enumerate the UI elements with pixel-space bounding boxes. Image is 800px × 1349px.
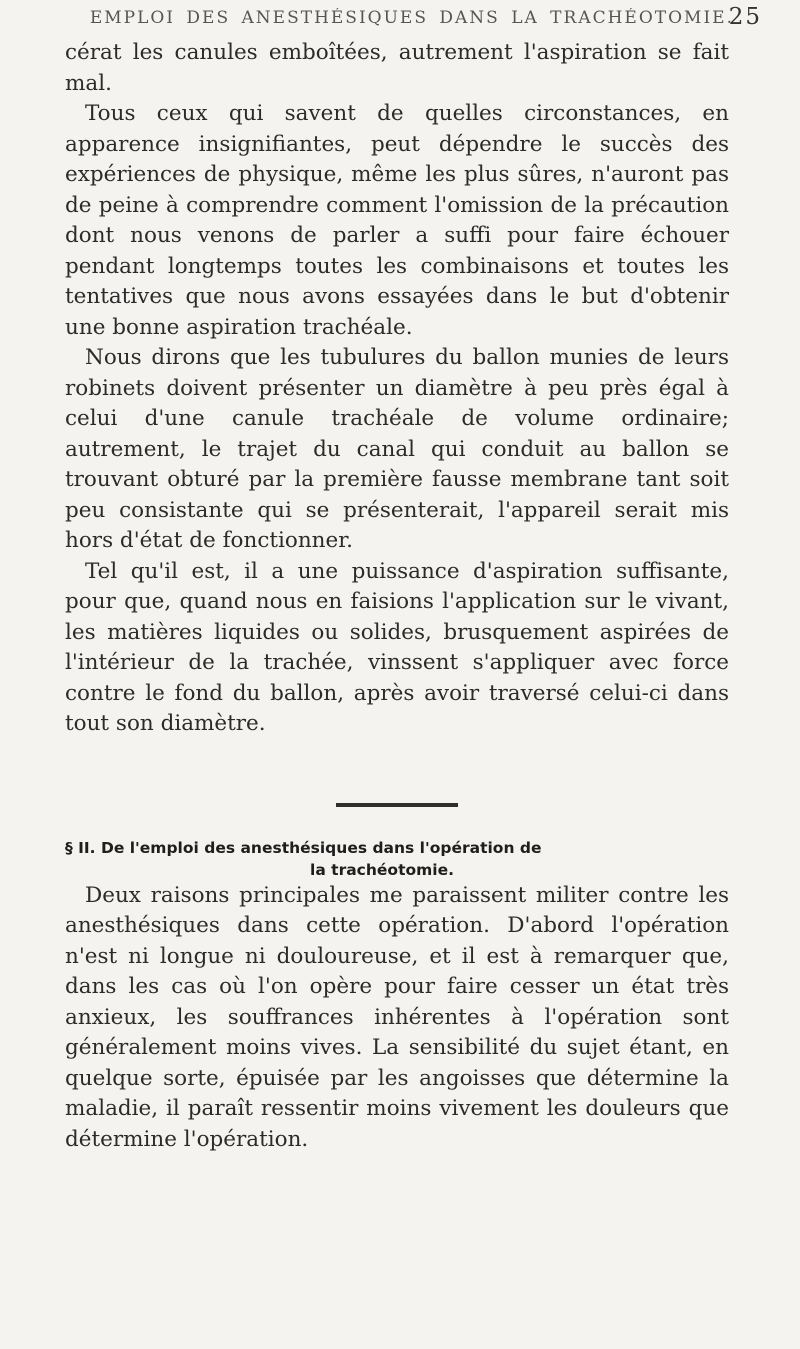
section-heading-line-2: la trachéotomie. — [310, 860, 454, 879]
paragraph: Tous ceux qui savent de quelles circonstances, en apparence insignifiantes, peut dépendre le succès des expériences de physique, même les plus sûres, n'auront pas de peine à comprendre comment l'omission de la précaution dont nous venons de parler a suffi pour faire échouer pendant longtemps toutes les combinaisons et toutes les tentatives que nous avons essayées dans le but d'obtenir une bonne aspiration trachéale. — [65, 101, 729, 340]
paragraph: Tel qu'il est, il a une puissance d'aspiration suffisante, pour que, quand nous en faisions l'application sur le vivant, les matières liquides ou solides, brusquement aspirées de l'intérieur de la trachée, vinssent s'appliquer avec force contre le fond du ballon, après avoir traversé celui-ci dans tout son diamètre. — [65, 558, 729, 736]
section-heading — [65, 837, 729, 881]
section-divider-rule — [336, 803, 458, 807]
page-number: 25 — [728, 4, 762, 30]
paragraph-continuation: cérat les canules emboîtées, autrement l'aspiration se fait mal. — [65, 40, 729, 96]
section-heading-line-1: § II. De l'emploi des anesthésiques dans l'opération de — [65, 838, 542, 857]
paragraph: Nous dirons que les tubulures du ballon munies de leurs robinets doivent présenter un diamètre à peu près égal à celui d'une canule trachéale de volume ordinaire; autrement, le trajet du canal qui conduit au ballon se trouvant obturé par la première fausse membrane tant soit peu consistante qui se présenterait, l'appareil serait mis hors d'état de fonctionner. — [65, 345, 729, 553]
running-title: EMPLOI DES ANESTHÉSIQUES DANS LA TRACHÉOTOMIE. — [89, 8, 734, 28]
body-text — [65, 38, 729, 1155]
running-head — [64, 4, 792, 38]
paragraph: Deux raisons principales me paraissent militer contre les anesthésiques dans cette opération. D'abord l'opération n'est ni longue ni douloureuse, et il est à remarquer que, dans les cas où l'on opère pour faire cesser un état très anxieux, les souffrances inhérentes à l'opération sont généralement moins vives. La sensibilité du sujet étant, en quelque sorte, épuisée par les angoisses que détermine la maladie, il paraît ressentir moins vivement les douleurs que détermine l'opération. — [65, 882, 729, 1152]
